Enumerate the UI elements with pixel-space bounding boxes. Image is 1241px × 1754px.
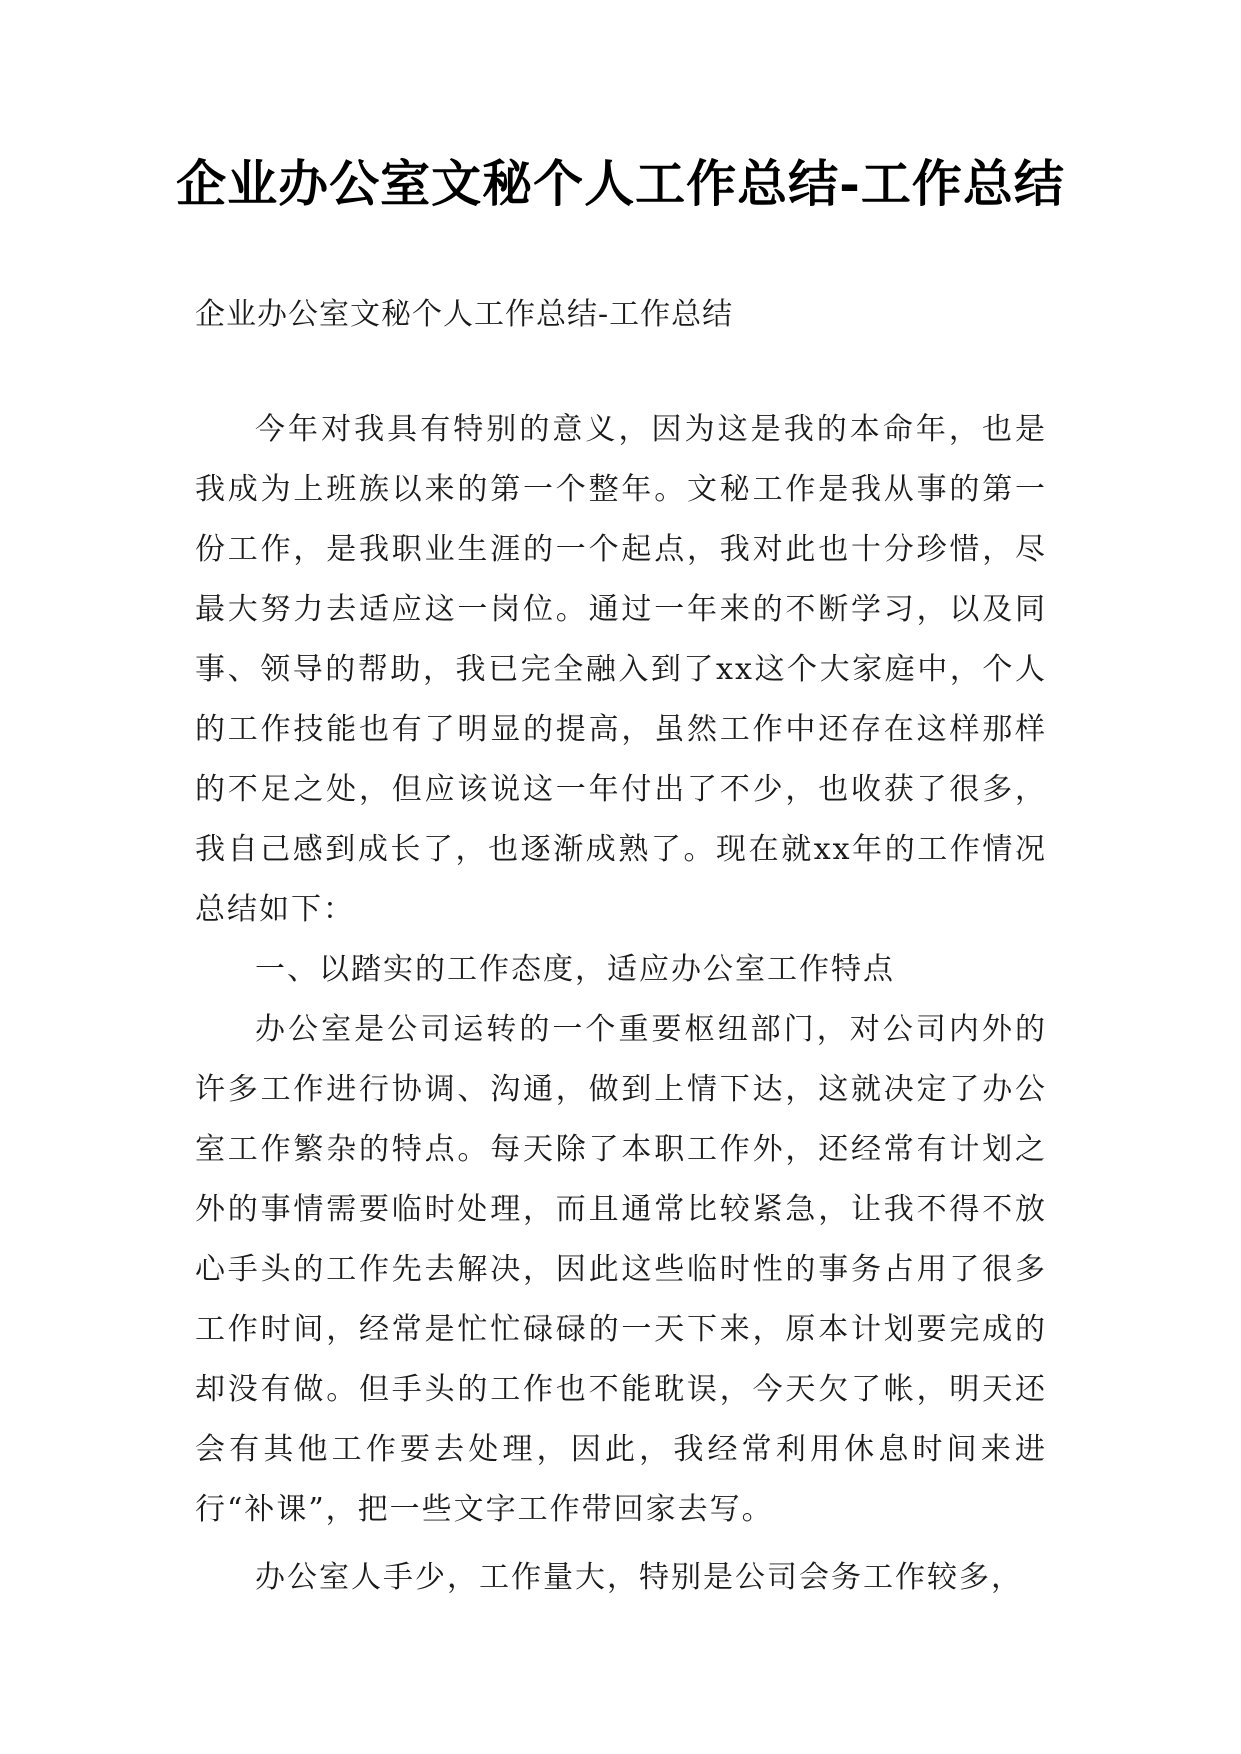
paragraph-office-staff: 办公室人手少，工作量大，特别是公司会务工作较多， xyxy=(255,1560,1023,1595)
document-subtitle: 企业办公室文秘个人工作总结-工作总结 xyxy=(195,297,734,332)
document-body xyxy=(195,400,1047,1608)
paragraph-office-features: 办公室是公司运转的一个重要枢纽部门，对公司内外的许多工作进行协调、沟通，做到上情下达，这就决定了办公室工作繁杂的特点。每天除了本职工作外，还经常有计划之外的事情需要临时处理，而且通常比较紧急，让我不得不放心手头的工作先去解决，因此这些临时性的事务占用了很多工作时间，经常是忙忙碌碌的一天下来，原本计划要完成的却没有做。但手头的工作也不能耽误，今天欠了帐，明天还会有其他工作要去处理，因此，我经常利用休息时间来进行“补课”，把一些文字工作带回家去写。 xyxy=(195,1012,1047,1527)
paragraph-intro: 今年对我具有特别的意义，因为这是我的本命年，也是我成为上班族以来的第一个整年。文秘工作是我从事的第一份工作，是我职业生涯的一个起点，我对此也十分珍惜，尽最大努力去适应这一岗位。通过一年来的不断学习，以及同事、领导的帮助，我已完全融入到了xx这个大家庭中，个人的工作技能也有了明显的提高，虽然工作中还存在这样那样的不足之处，但应该说这一年付出了不少，也收获了很多，我自己感到成长了，也逐渐成熟了。现在就xx年的工作情况总结如下： xyxy=(195,412,1047,927)
document-title: 企业办公室文秘个人工作总结-工作总结 xyxy=(176,154,1065,213)
section-heading-1: 一、以踏实的工作态度，适应办公室工作特点 xyxy=(255,952,895,987)
